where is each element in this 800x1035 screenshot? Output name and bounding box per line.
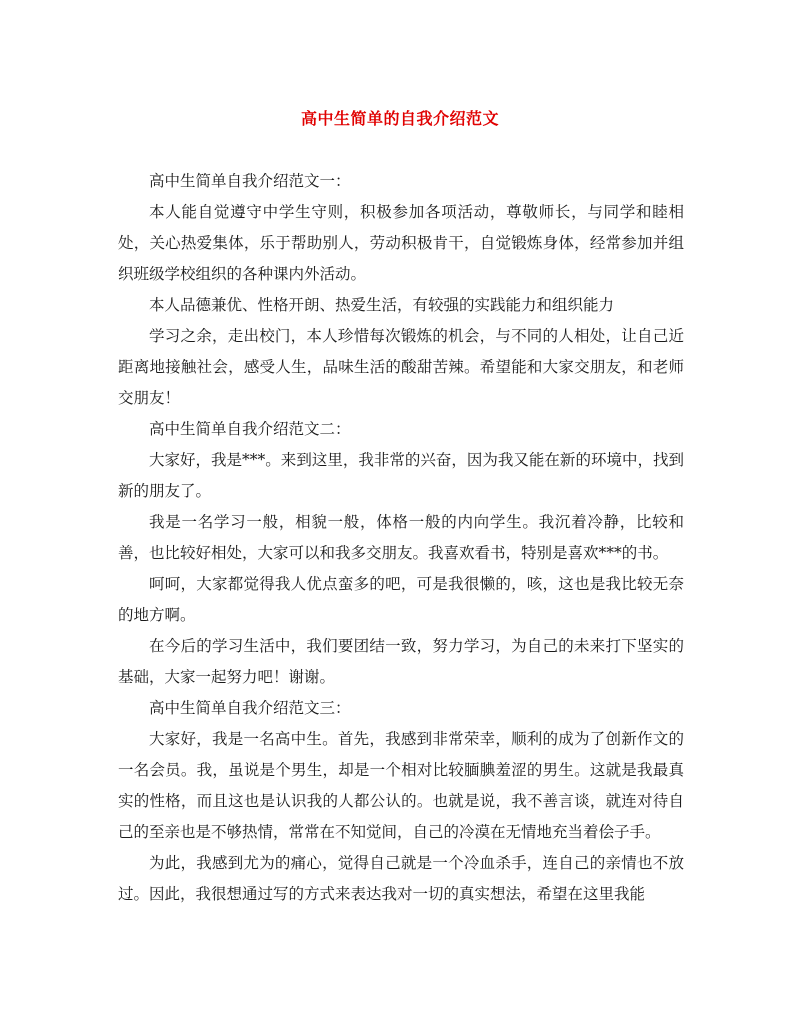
paragraph-heading-2: 高中生简单自我介绍范文二： (149, 420, 351, 438)
paragraph-heading-1: 高中生简单自我介绍范文一： (149, 172, 351, 190)
document-body (118, 166, 684, 910)
paragraph: 大家好，我是一名高中生。首先，我感到非常荣幸，顺利的成为了创新作文的一名会员。我，虽说是个男生，却是一个相对比较腼腆羞涩的男生。这就是我最真实的性格，而且这也是认识我的人都公认的。也就是说，我不善言谈，就连对待自己的至亲也是不够热情，常常在不知觉间，自己的冷漠在无情地充当着侩子手。 (118, 730, 684, 841)
paragraph: 为此，我感到尤为的痛心，觉得自己就是一个冷血杀手，连自己的亲情也不放过。因此，我很想通过写的方式来表达我对一切的真实想法，希望在这里我能 (118, 854, 684, 903)
paragraph-heading-3: 高中生简单自我介绍范文三： (149, 699, 351, 717)
paragraph: 大家好，我是***。来到这里，我非常的兴奋，因为我又能在新的环境中，找到新的朋友了。 (118, 451, 684, 500)
paragraph: 呵呵，大家都觉得我人优点蛮多的吧，可是我很懒的，咳，这也是我比较无奈的地方啊。 (118, 575, 684, 624)
paragraph: 我是一名学习一般，相貌一般，体格一般的内向学生。我沉着冷静，比较和善，也比较好相处，大家可以和我多交朋友。我喜欢看书，特别是喜欢***的书。 (118, 513, 684, 562)
paragraph: 本人能自觉遵守中学生守则，积极参加各项活动，尊敬师长，与同学和睦相处，关心热爱集体，乐于帮助别人，劳动积极肯干，自觉锻炼身体，经常参加并组织班级学校组织的各种课内外活动。 (118, 203, 684, 283)
paragraph: 学习之余，走出校门，本人珍惜每次锻炼的机会，与不同的人相处，让自己近距离地接触社会，感受人生，品味生活的酸甜苦辣。希望能和大家交朋友，和老师交朋友！ (118, 327, 684, 407)
document-title: 高中生简单的自我介绍范文 (300, 109, 499, 128)
paragraph: 本人品德兼优、性格开朗、热爱生活，有较强的实践能力和组织能力 (149, 296, 615, 314)
paragraph: 在今后的学习生活中，我们要团结一致，努力学习，为自己的未来打下坚实的基础，大家一起努力吧！谢谢。 (118, 637, 684, 686)
